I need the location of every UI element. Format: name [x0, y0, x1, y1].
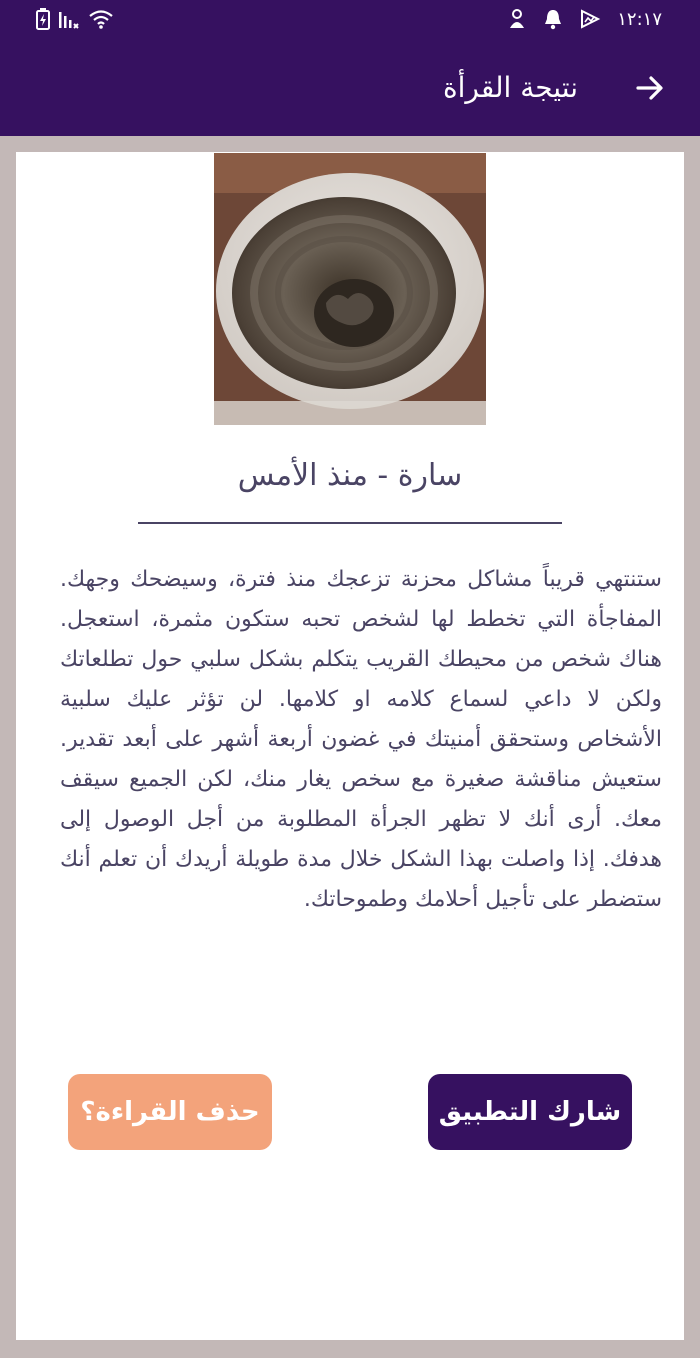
app-bar [0, 0, 700, 136]
status-bar [0, 0, 700, 40]
page-title: نتيجة القرأة [442, 71, 578, 104]
media-icon [579, 8, 601, 30]
wifi-icon [88, 8, 114, 30]
status-right-icons [507, 8, 662, 30]
signal-icon [58, 8, 80, 30]
battery-icon [36, 8, 50, 30]
status-left-icons [36, 8, 114, 30]
status-time: ١٢:١٧ [617, 8, 662, 30]
arrow-right-icon[interactable] [634, 70, 666, 106]
reading-text: ستنتهي قريباً مشاكل محزنة تزعجك منذ فترة، وسيضحك وجهك. المفاجأة التي تخطط لها لشخص تحبه ستكون مثمرة، استعجل. هناك شخص من محيطك القريب يتكلم بشكل سلبي حول تطلعاتك ولكن لا داعي لسماع كلامه او كلامها. لن تؤثر عليك سلبية الأشخاص وستحقق أمنيتك في غضون أربعة أشهر على أبعد تقدير. ستعيش مناقشة صغيرة مع سخص يغار منك، لكن الجميع سيقف معك. أرى أنك لا تظهر الجرأة المطلوبة من أجل الوصول إلى هدفك. إذا واصلت بهذا الشكل خلال مدة طويلة أريدك أن تعلم أنك ستضطر على تأجيل أحلامك وطموحاتك. [60, 567, 662, 912]
title-divider [138, 522, 562, 524]
assistant-icon [507, 8, 527, 30]
coffee-cup-image [214, 153, 486, 425]
reading-card [16, 152, 684, 1340]
delete-reading-button[interactable]: حذف القراءة؟ [68, 1074, 272, 1150]
reading-title: سارة - منذ الأمس [237, 458, 463, 493]
share-app-button[interactable]: شارك التطبيق [428, 1074, 632, 1150]
notification-bell-icon [543, 8, 563, 30]
